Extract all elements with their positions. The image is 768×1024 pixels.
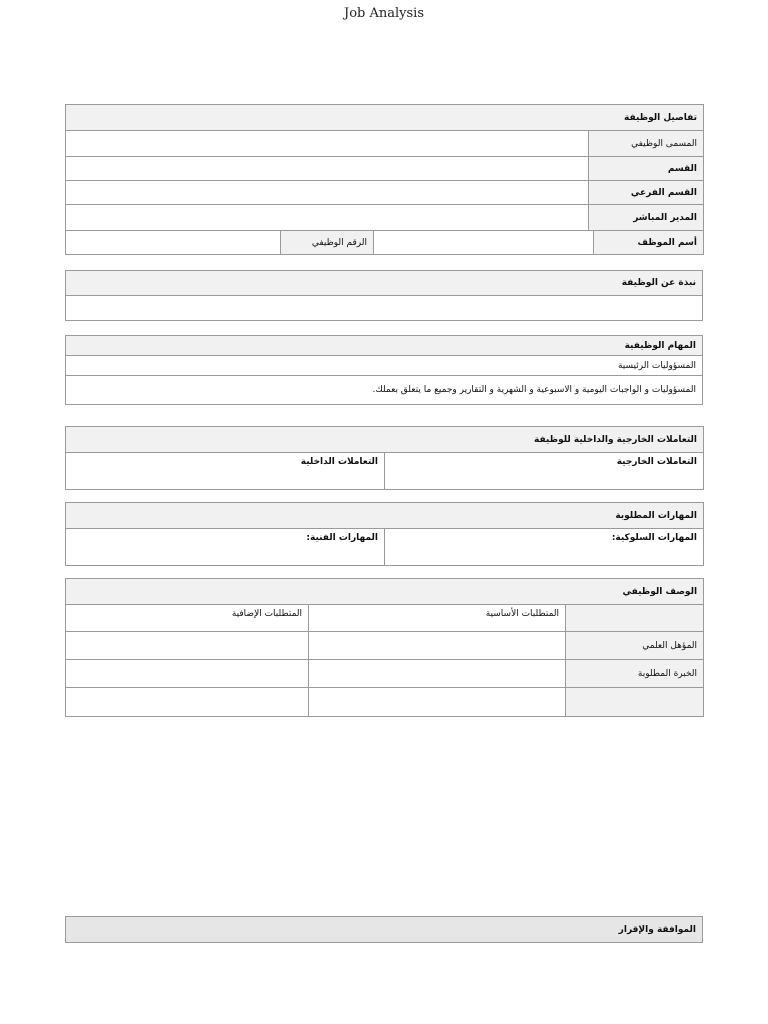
job-summary-table (65, 270, 703, 321)
experience-additional-field[interactable] (66, 660, 309, 688)
department-label: القسم (589, 157, 704, 181)
main-responsibilities-label: المسؤوليات الرئيسية (66, 356, 703, 376)
experience-label: الخبرة المطلوبة (566, 660, 704, 688)
employee-name-label: أسم الموظف (594, 231, 704, 255)
job-details-header: تفاصيل الوظيفة (66, 105, 704, 131)
interactions-header: التعاملات الخارجية والداخلية للوظيفة (66, 427, 704, 453)
direct-manager-label: المدير المباشر (589, 205, 704, 231)
external-interactions-label: التعاملات الخارجية (385, 453, 704, 490)
department-field[interactable] (66, 157, 589, 181)
internal-interactions-label: التعاملات الداخلية (66, 453, 385, 490)
approval-table (65, 916, 703, 943)
approval-header: الموافقة والإقرار (66, 917, 703, 943)
sub-department-field[interactable] (66, 181, 589, 205)
job-number-field[interactable] (66, 231, 281, 255)
job-title-label: المسمى الوظيفي (589, 131, 704, 157)
job-tasks-header: المهام الوظيفية (66, 336, 703, 356)
job-number-label: الرقم الوظيفي (281, 231, 374, 255)
direct-manager-field[interactable] (66, 205, 589, 231)
qualification-label: المؤهل العلمي (566, 632, 704, 660)
interactions-table (65, 426, 704, 490)
job-summary-header: نبذة عن الوظيفة (66, 271, 703, 296)
requirements-corner-cell (566, 605, 704, 632)
extra-additional-field[interactable] (66, 688, 309, 717)
additional-requirements-label: المتطلبات الإضافية (66, 605, 309, 632)
behavioral-skills-label: المهارات السلوكية: (385, 529, 704, 566)
technical-skills-label: المهارات الفنية: (66, 529, 385, 566)
job-details-table (65, 104, 704, 231)
job-tasks-table (65, 335, 703, 405)
responsibilities-text[interactable]: المسؤوليات و الواجبات اليومية و الاسبوعية و الشهرية و التقارير وجميع ما يتعلق بعملك. (66, 376, 703, 405)
job-title-field[interactable] (66, 131, 589, 157)
extra-requirement-label (566, 688, 704, 717)
qualification-basic-field[interactable] (309, 632, 566, 660)
skills-table (65, 502, 704, 566)
employee-row-table (65, 230, 704, 255)
page-title: Job Analysis (343, 6, 424, 21)
job-description-header: الوصف الوظيفي (66, 579, 704, 605)
experience-basic-field[interactable] (309, 660, 566, 688)
basic-requirements-label: المتطلبات الأساسية (309, 605, 566, 632)
sub-department-label: القسم الفرعي (589, 181, 704, 205)
skills-header: المهارات المطلوبة (66, 503, 704, 529)
job-summary-field[interactable] (66, 296, 703, 321)
employee-name-field[interactable] (374, 231, 594, 255)
job-description-table (65, 578, 704, 717)
qualification-additional-field[interactable] (66, 632, 309, 660)
extra-basic-field[interactable] (309, 688, 566, 717)
